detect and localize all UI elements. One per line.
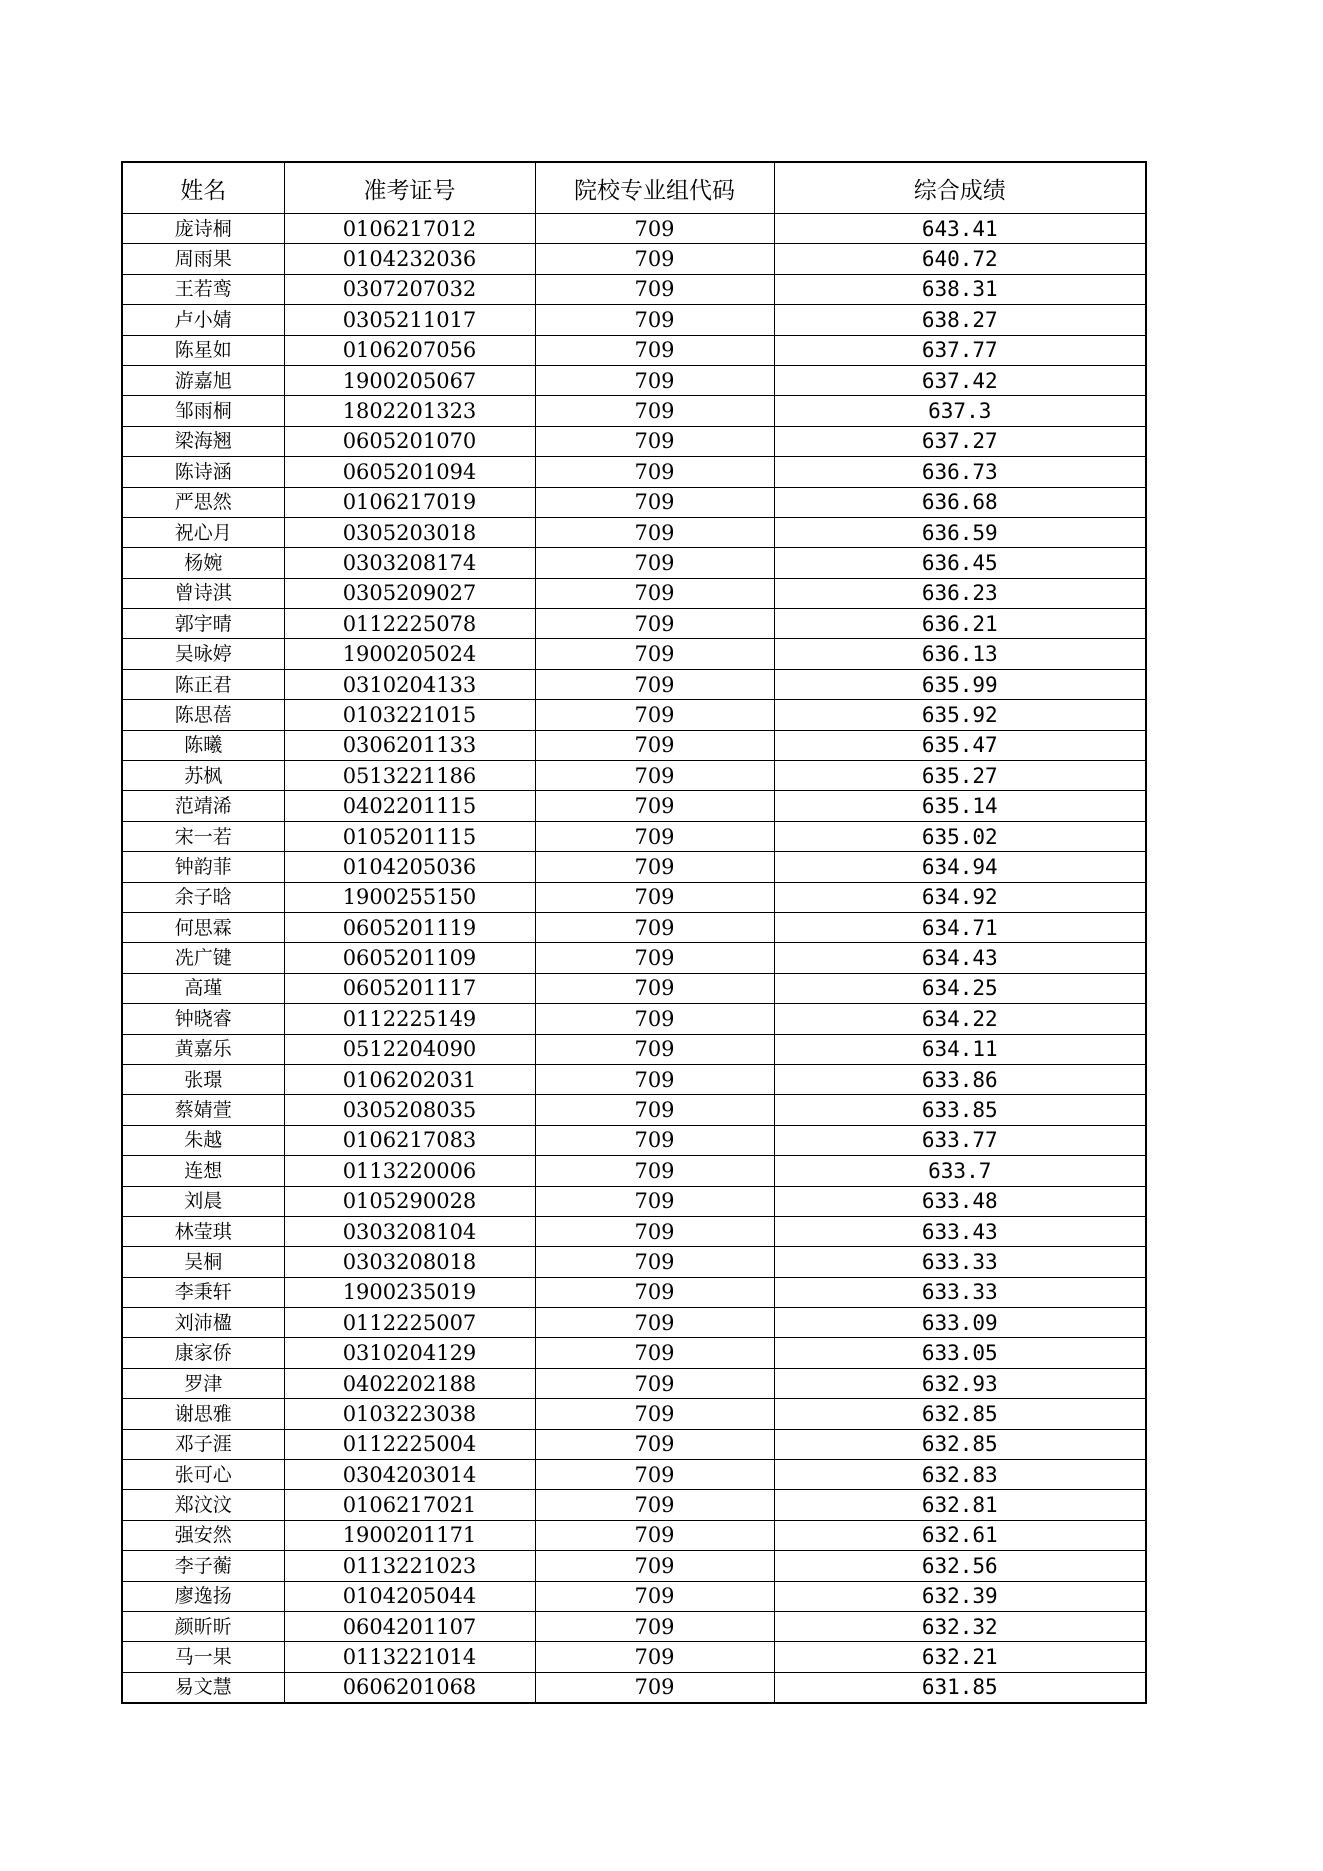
cell-exam-id: 0112225007 [284,1308,535,1338]
cell-exam-id: 1900201171 [284,1520,535,1550]
cell-group-code: 709 [535,852,774,882]
cell-group-code: 709 [535,487,774,517]
cell-score: 635.99 [774,669,1146,699]
cell-exam-id: 0605201119 [284,912,535,942]
table-row [122,761,1146,791]
cell-group-code: 709 [535,1460,774,1490]
cell-name: 吴桐 [122,1247,284,1277]
table-row [122,1004,1146,1034]
cell-group-code: 709 [535,1338,774,1368]
cell-name: 陈思蓓 [122,700,284,730]
cell-name: 罗津 [122,1368,284,1398]
cell-score: 636.45 [774,548,1146,578]
cell-exam-id: 1802201323 [284,396,535,426]
cell-exam-id: 1900235019 [284,1277,535,1307]
cell-score: 636.73 [774,457,1146,487]
table-row [122,1642,1146,1672]
cell-exam-id: 0605201094 [284,457,535,487]
cell-name: 苏枫 [122,761,284,791]
cell-exam-id: 0104232036 [284,244,535,274]
cell-score: 638.31 [774,274,1146,304]
cell-group-code: 709 [535,1095,774,1125]
cell-name: 余子晗 [122,882,284,912]
cell-exam-id: 0112225078 [284,609,535,639]
table-row [122,943,1146,973]
cell-exam-id: 0310204133 [284,669,535,699]
table-row [122,305,1146,335]
cell-score: 633.86 [774,1064,1146,1094]
cell-name: 曾诗淇 [122,578,284,608]
cell-name: 冼广键 [122,943,284,973]
cell-score: 635.02 [774,821,1146,851]
cell-exam-id: 0113220006 [284,1156,535,1186]
cell-exam-id: 0106217083 [284,1125,535,1155]
cell-name: 张可心 [122,1460,284,1490]
cell-name: 张璟 [122,1064,284,1094]
cell-score: 634.94 [774,852,1146,882]
table-row [122,639,1146,669]
cell-score: 633.33 [774,1277,1146,1307]
cell-score: 631.85 [774,1672,1146,1703]
table-row [122,973,1146,1003]
table-row [122,1125,1146,1155]
table-row [122,609,1146,639]
cell-group-code: 709 [535,609,774,639]
cell-exam-id: 0305203018 [284,517,535,547]
table-row [122,335,1146,365]
cell-group-code: 709 [535,1125,774,1155]
cell-score: 633.43 [774,1216,1146,1246]
cell-name: 陈正君 [122,669,284,699]
table-row [122,1368,1146,1398]
cell-name: 宋一若 [122,821,284,851]
cell-score: 632.21 [774,1642,1146,1672]
table-row [122,517,1146,547]
cell-score: 634.11 [774,1034,1146,1064]
table-row [122,730,1146,760]
cell-group-code: 709 [535,1429,774,1459]
cell-exam-id: 0105290028 [284,1186,535,1216]
table-row [122,1308,1146,1338]
cell-group-code: 709 [535,426,774,456]
cell-group-code: 709 [535,1520,774,1550]
table-row [122,1520,1146,1550]
table-row [122,821,1146,851]
cell-name: 范靖浠 [122,791,284,821]
cell-exam-id: 0305208035 [284,1095,535,1125]
table-row [122,1490,1146,1520]
table-row [122,548,1146,578]
cell-group-code: 709 [535,305,774,335]
cell-exam-id: 0606201068 [284,1672,535,1703]
cell-group-code: 709 [535,943,774,973]
table-row [122,1277,1146,1307]
cell-score: 632.81 [774,1490,1146,1520]
cell-score: 632.85 [774,1429,1146,1459]
cell-group-code: 709 [535,274,774,304]
table-row [122,396,1146,426]
cell-exam-id: 0604201107 [284,1611,535,1641]
cell-exam-id: 1900255150 [284,882,535,912]
table-header [122,162,1146,214]
cell-name: 蔡婧萱 [122,1095,284,1125]
cell-score: 632.56 [774,1551,1146,1581]
cell-exam-id: 0303208018 [284,1247,535,1277]
cell-score: 636.59 [774,517,1146,547]
table-row [122,1247,1146,1277]
table-row [122,1034,1146,1064]
cell-group-code: 709 [535,1004,774,1034]
cell-name: 吴咏婷 [122,639,284,669]
cell-score: 636.68 [774,487,1146,517]
cell-name: 郑汶汶 [122,1490,284,1520]
table-row [122,244,1146,274]
table-row [122,1429,1146,1459]
cell-group-code: 709 [535,973,774,1003]
cell-exam-id: 0103223038 [284,1399,535,1429]
table-row [122,1338,1146,1368]
cell-group-code: 709 [535,669,774,699]
cell-name: 游嘉旭 [122,365,284,395]
cell-name: 陈诗涵 [122,457,284,487]
cell-score: 632.93 [774,1368,1146,1398]
cell-name: 郭宇晴 [122,609,284,639]
cell-exam-id: 0402201115 [284,791,535,821]
cell-group-code: 709 [535,761,774,791]
cell-group-code: 709 [535,1034,774,1064]
cell-exam-id: 0104205036 [284,852,535,882]
cell-group-code: 709 [535,882,774,912]
cell-name: 邹雨桐 [122,396,284,426]
cell-group-code: 709 [535,335,774,365]
cell-score: 635.27 [774,761,1146,791]
cell-name: 王若鸾 [122,274,284,304]
cell-score: 637.27 [774,426,1146,456]
cell-name: 庞诗桐 [122,214,284,244]
table-row [122,791,1146,821]
cell-name: 强安然 [122,1520,284,1550]
table-row [122,700,1146,730]
cell-group-code: 709 [535,1368,774,1398]
cell-group-code: 709 [535,1277,774,1307]
cell-group-code: 709 [535,730,774,760]
cell-group-code: 709 [535,365,774,395]
table-row [122,1216,1146,1246]
cell-score: 633.33 [774,1247,1146,1277]
cell-name: 李子蘅 [122,1551,284,1581]
cell-name: 严思然 [122,487,284,517]
cell-exam-id: 0106217019 [284,487,535,517]
cell-name: 林莹琪 [122,1216,284,1246]
cell-score: 633.77 [774,1125,1146,1155]
cell-exam-id: 0512204090 [284,1034,535,1064]
header-name: 姓名 [122,162,284,214]
table-row [122,578,1146,608]
cell-name: 杨婉 [122,548,284,578]
cell-score: 635.14 [774,791,1146,821]
cell-group-code: 709 [535,700,774,730]
cell-name: 刘沛楹 [122,1308,284,1338]
cell-group-code: 709 [535,1672,774,1703]
cell-name: 马一果 [122,1642,284,1672]
cell-group-code: 709 [535,457,774,487]
cell-exam-id: 0104205044 [284,1581,535,1611]
table-row [122,1460,1146,1490]
cell-score: 632.85 [774,1399,1146,1429]
score-table [121,161,1147,1704]
table-row [122,1672,1146,1703]
cell-score: 633.05 [774,1338,1146,1368]
cell-group-code: 709 [535,214,774,244]
table-row [122,426,1146,456]
cell-score: 637.3 [774,396,1146,426]
cell-score: 638.27 [774,305,1146,335]
cell-group-code: 709 [535,1490,774,1520]
table-row [122,1186,1146,1216]
cell-score: 640.72 [774,244,1146,274]
table-row [122,1399,1146,1429]
cell-exam-id: 0105201115 [284,821,535,851]
cell-exam-id: 0605201117 [284,973,535,1003]
cell-name: 谢思雅 [122,1399,284,1429]
cell-group-code: 709 [535,1642,774,1672]
cell-name: 陈曦 [122,730,284,760]
cell-score: 633.7 [774,1156,1146,1186]
table-row [122,1581,1146,1611]
cell-name: 何思霖 [122,912,284,942]
cell-score: 632.61 [774,1520,1146,1550]
cell-group-code: 709 [535,1247,774,1277]
cell-score: 632.32 [774,1611,1146,1641]
cell-name: 廖逸扬 [122,1581,284,1611]
cell-group-code: 709 [535,639,774,669]
table-row [122,457,1146,487]
cell-group-code: 709 [535,821,774,851]
table-row [122,1551,1146,1581]
cell-exam-id: 0106217012 [284,214,535,244]
cell-name: 易文慧 [122,1672,284,1703]
cell-exam-id: 0310204129 [284,1338,535,1368]
cell-name: 康家侨 [122,1338,284,1368]
cell-name: 李秉轩 [122,1277,284,1307]
cell-group-code: 709 [535,244,774,274]
cell-name: 陈星如 [122,335,284,365]
cell-score: 637.42 [774,365,1146,395]
cell-score: 637.77 [774,335,1146,365]
table-row [122,365,1146,395]
cell-exam-id: 0113221023 [284,1551,535,1581]
cell-group-code: 709 [535,912,774,942]
cell-score: 635.47 [774,730,1146,760]
cell-exam-id: 0112225149 [284,1004,535,1034]
cell-score: 635.92 [774,700,1146,730]
table-row [122,1611,1146,1641]
cell-name: 连想 [122,1156,284,1186]
cell-group-code: 709 [535,1581,774,1611]
header-exam-id: 准考证号 [284,162,535,214]
cell-exam-id: 0106202031 [284,1064,535,1094]
cell-group-code: 709 [535,396,774,426]
cell-exam-id: 1900205024 [284,639,535,669]
cell-score: 634.71 [774,912,1146,942]
table-row [122,912,1146,942]
cell-score: 634.43 [774,943,1146,973]
table-body [122,214,1146,1704]
table-row [122,214,1146,244]
cell-exam-id: 0307207032 [284,274,535,304]
cell-name: 邓子涯 [122,1429,284,1459]
cell-group-code: 709 [535,1551,774,1581]
cell-exam-id: 1900205067 [284,365,535,395]
cell-group-code: 709 [535,1611,774,1641]
cell-name: 周雨果 [122,244,284,274]
table-row [122,882,1146,912]
header-row [122,162,1146,214]
cell-name: 高瑾 [122,973,284,1003]
cell-exam-id: 0513221186 [284,761,535,791]
cell-exam-id: 0605201109 [284,943,535,973]
cell-score: 633.85 [774,1095,1146,1125]
cell-name: 梁海翘 [122,426,284,456]
cell-exam-id: 0112225004 [284,1429,535,1459]
cell-name: 卢小婧 [122,305,284,335]
cell-exam-id: 0303208174 [284,548,535,578]
cell-name: 黄嘉乐 [122,1034,284,1064]
cell-exam-id: 0306201133 [284,730,535,760]
cell-exam-id: 0305211017 [284,305,535,335]
cell-name: 钟晓睿 [122,1004,284,1034]
cell-group-code: 709 [535,1064,774,1094]
table-row [122,274,1146,304]
header-group-code: 院校专业组代码 [535,162,774,214]
cell-exam-id: 0305209027 [284,578,535,608]
cell-score: 632.83 [774,1460,1146,1490]
cell-group-code: 709 [535,517,774,547]
cell-name: 颜昕昕 [122,1611,284,1641]
cell-exam-id: 0304203014 [284,1460,535,1490]
cell-group-code: 709 [535,1308,774,1338]
cell-score: 634.22 [774,1004,1146,1034]
cell-score: 632.39 [774,1581,1146,1611]
cell-score: 634.25 [774,973,1146,1003]
cell-group-code: 709 [535,1156,774,1186]
cell-exam-id: 0605201070 [284,426,535,456]
cell-score: 636.21 [774,609,1146,639]
cell-exam-id: 0402202188 [284,1368,535,1398]
cell-score: 636.13 [774,639,1146,669]
cell-name: 钟韵菲 [122,852,284,882]
cell-score: 643.41 [774,214,1146,244]
cell-exam-id: 0103221015 [284,700,535,730]
cell-exam-id: 0106207056 [284,335,535,365]
cell-group-code: 709 [535,1399,774,1429]
cell-score: 633.48 [774,1186,1146,1216]
table-row [122,1095,1146,1125]
cell-group-code: 709 [535,1186,774,1216]
cell-exam-id: 0303208104 [284,1216,535,1246]
cell-score: 633.09 [774,1308,1146,1338]
cell-exam-id: 0113221014 [284,1642,535,1672]
header-score: 综合成绩 [774,162,1146,214]
table-row [122,487,1146,517]
cell-name: 祝心月 [122,517,284,547]
table-row [122,1064,1146,1094]
cell-score: 634.92 [774,882,1146,912]
table-row [122,1156,1146,1186]
cell-group-code: 709 [535,1216,774,1246]
cell-group-code: 709 [535,548,774,578]
cell-group-code: 709 [535,578,774,608]
cell-exam-id: 0106217021 [284,1490,535,1520]
cell-name: 刘晨 [122,1186,284,1216]
cell-group-code: 709 [535,791,774,821]
cell-name: 朱越 [122,1125,284,1155]
cell-score: 636.23 [774,578,1146,608]
table-row [122,852,1146,882]
table-row [122,669,1146,699]
